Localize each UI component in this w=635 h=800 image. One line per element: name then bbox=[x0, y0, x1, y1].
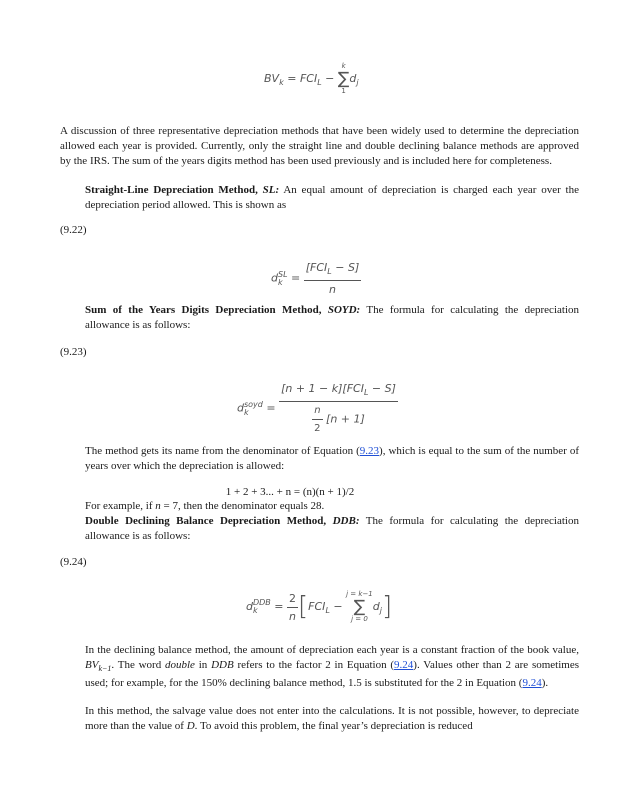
intro-paragraph: A discussion of three representative depreciation methods that have been widely used to determine the depreciation allowed each year is provided. Currently, only the straight line and double declining balance methods are approved by the IRS. The sum of the years digits method has been used previously and is included here for completeness. bbox=[60, 125, 579, 167]
eq-soyd-lhs: d bbox=[237, 401, 244, 415]
eq-soyd-equals: = bbox=[262, 401, 280, 415]
straight-line-paragraph bbox=[85, 183, 579, 213]
eq-ddb-lhs-sup: DDB bbox=[252, 598, 271, 607]
soyd-text: The formula for calculating the depreciation allowance is as follows: bbox=[85, 304, 579, 331]
eq-sl-numerator-tail: − S] bbox=[331, 261, 360, 274]
example-after: = 7, then the denominator equals 28. bbox=[160, 500, 325, 512]
declining-t2: . The word bbox=[111, 659, 165, 671]
soyd-abbr: SOYD: bbox=[327, 304, 361, 316]
soyd-paragraph bbox=[85, 303, 579, 333]
eq-sl-denominator: n bbox=[329, 283, 336, 296]
eq-sl-lhs-sub: k bbox=[277, 277, 283, 287]
eq-ddb-fraction bbox=[287, 591, 298, 624]
eq-sl-numerator: [FCI bbox=[305, 261, 328, 274]
eq-bv-sum-var-sub: j bbox=[356, 78, 359, 87]
eq-soyd-inner-den: 2 bbox=[314, 423, 321, 434]
eq-sl-lhs: d bbox=[271, 271, 278, 285]
sl-abbr: SL: bbox=[262, 184, 280, 196]
ddb-text: The formula for calculating the depreciation allowance is as follows: bbox=[85, 515, 579, 542]
eq-ddb-frac-den: n bbox=[289, 609, 296, 623]
eq-ddb-frac-num: 2 bbox=[287, 591, 298, 608]
eq-ddb-equals: = bbox=[270, 600, 288, 613]
sl-text: An equal amount of depreciation is charged each year over the depreciation period allowed. This is shown as bbox=[85, 184, 579, 211]
example-line bbox=[85, 499, 579, 514]
salvage-t1: In this method, the salvage value does not enter into the calculations. It is not possible, however, to depreciate more than the value of bbox=[85, 705, 579, 732]
eq-bv-equals: = bbox=[283, 72, 300, 85]
eq-soyd-inner-num: n bbox=[314, 405, 321, 416]
ddb-abbr: DDB: bbox=[332, 515, 360, 527]
salvage-t2: . To avoid this problem, the final year’s depreciation is reduced bbox=[194, 720, 473, 732]
equation-number-9-24: (9.24) bbox=[60, 556, 87, 568]
eq-ddb-lhs-sub: k bbox=[252, 606, 258, 615]
eq-soyd-lhs-sup: soyd bbox=[243, 399, 263, 409]
ref-equation-9-24-first[interactable]: 9.24 bbox=[394, 659, 414, 671]
eq-sl-fraction bbox=[304, 260, 362, 297]
eq-ddb-lhs: d bbox=[246, 600, 253, 613]
soyd-heading: Sum of the Years Digits Depreciation Method, bbox=[85, 304, 322, 316]
sum-upper-limit: k bbox=[341, 62, 346, 70]
example-before: For example, if bbox=[85, 500, 156, 512]
sum-of-digits-formula: 1 + 2 + 3... + n = (n)(n + 1)/2 bbox=[225, 486, 355, 498]
equation-number-9-22: (9.22) bbox=[60, 224, 87, 236]
eq-soyd-den-tail: [n + 1] bbox=[322, 412, 365, 426]
equation-number-9-23: (9.23) bbox=[60, 346, 87, 358]
ddb-sum-upper: j = k−1 bbox=[346, 590, 373, 598]
declining-t6: ). bbox=[541, 677, 549, 689]
eq-bv-term-sub: L bbox=[317, 78, 322, 87]
ref-equation-9-23[interactable]: 9.23 bbox=[359, 445, 380, 457]
example-n: n bbox=[155, 500, 161, 512]
eq-bv-lhs-sub: k bbox=[279, 78, 284, 87]
ref-equation-9-24-second[interactable]: 9.24 bbox=[522, 677, 542, 689]
eq-soyd-fraction bbox=[279, 381, 398, 436]
salvage-d: D bbox=[186, 720, 195, 732]
salvage-paragraph bbox=[85, 704, 579, 734]
eq-ddb-minus: − bbox=[329, 600, 347, 613]
ddb-sum-lower: j = 0 bbox=[351, 615, 368, 623]
eq-soyd-numerator: [n + 1 − k][FCI bbox=[281, 382, 364, 395]
eq-sl-lhs-sup: SL bbox=[277, 269, 288, 279]
declining-t4: refers to the factor 2 in Equation ( bbox=[233, 659, 395, 671]
eq-soyd-numerator-sub: L bbox=[363, 388, 369, 397]
ddb-heading: Double Declining Balance Depreciation Method, bbox=[85, 515, 327, 527]
method-name-paragraph bbox=[85, 444, 579, 474]
declining-balance-paragraph bbox=[85, 643, 579, 691]
declining-t1: In the declining balance method, the amount of depreciation each year is a constant fraction of the book value, bbox=[85, 644, 579, 656]
declining-ddb: DDB bbox=[211, 659, 234, 671]
eq-soyd-lhs-sub: k bbox=[243, 407, 249, 417]
equation-soyd bbox=[237, 381, 398, 436]
declining-bv: BV bbox=[85, 659, 99, 671]
eq-sl-numerator-sub: L bbox=[327, 267, 332, 276]
declining-double: double bbox=[165, 659, 195, 671]
left-bracket: [ bbox=[298, 591, 309, 622]
eq-bv-sum-var: d bbox=[349, 72, 357, 85]
right-bracket: ] bbox=[381, 591, 393, 622]
ddb-summation-sign: j = k−1 ∑ j = 0 bbox=[346, 590, 373, 623]
declining-t5: ). Values other than 2 are sometimes used; for example, for the 150% declining balance method, 1.5 is substituted for the 2 in Equation ( bbox=[85, 659, 580, 689]
eq-bv-lhs: BV bbox=[264, 72, 280, 85]
eq-bv-minus: − bbox=[321, 72, 338, 85]
eq-bv-term: FCI bbox=[299, 72, 318, 85]
equation-book-value bbox=[264, 62, 359, 96]
sl-heading: Straight-Line Depreciation Method, bbox=[85, 184, 258, 196]
eq-sl-equals: = bbox=[287, 271, 304, 285]
summation-sign: k ∑ 1 bbox=[337, 62, 350, 95]
eq-ddb-sum-var-sub: j bbox=[379, 606, 382, 615]
eq-soyd-numerator-tail: − S] bbox=[368, 382, 396, 395]
equation-ddb bbox=[246, 590, 392, 624]
eq-ddb-term: FCI bbox=[308, 600, 326, 613]
method-name-after: ), which is equal to the sum of the number of years over which the depreciation is allowed: bbox=[85, 445, 579, 472]
eq-ddb-sum-var: d bbox=[372, 600, 380, 613]
eq-soyd-inner-fraction bbox=[312, 403, 322, 436]
eq-ddb-term-sub: L bbox=[325, 606, 330, 615]
ddb-paragraph bbox=[85, 514, 579, 544]
equation-straight-line bbox=[271, 260, 361, 297]
declining-t3: in bbox=[194, 659, 212, 671]
method-name-before: The method gets its name from the denominator of Equation ( bbox=[85, 445, 360, 457]
sum-lower-limit: 1 bbox=[341, 87, 346, 95]
declining-bv-sub: k−1 bbox=[98, 664, 112, 673]
